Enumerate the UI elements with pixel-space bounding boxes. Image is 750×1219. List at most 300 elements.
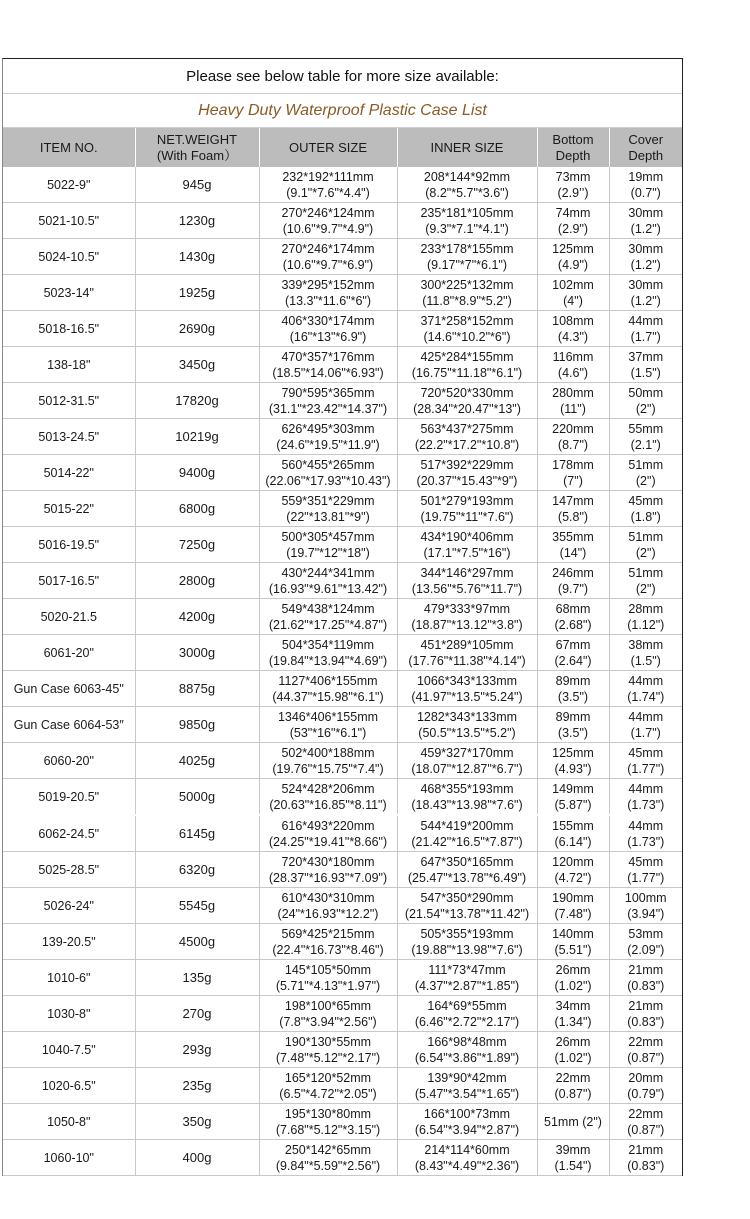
header-item-no-label: ITEM NO. — [39, 139, 98, 155]
cell-outer-size-mm: 626*495*303mm — [281, 421, 375, 436]
cell-bottom-depth — [537, 239, 609, 275]
cell-cover-depth-inch: (2.1") — [630, 437, 661, 452]
cell-bottom-depth-mm: 140mm — [552, 926, 594, 941]
cell-inner-size-inch: (41.97"*13.5"*5.24") — [411, 689, 523, 704]
table-row — [3, 779, 682, 816]
cell-cover-depth — [609, 888, 682, 924]
cell-outer-size — [259, 707, 397, 743]
cell-bottom-depth-inch: (14") — [559, 545, 587, 560]
cell-bottom-depth-inch: (3.5") — [557, 725, 589, 740]
cell-inner-size-inch: (17.76"*11.38"*4.14") — [408, 653, 526, 668]
cell-net-weight: 135g — [135, 960, 259, 996]
table-row — [3, 455, 682, 491]
cell-inner-size-inch: (11.8"*8.9"*5.2") — [422, 293, 512, 308]
cell-cover-depth-mm: 21mm — [628, 962, 664, 977]
table-row — [3, 888, 682, 924]
cell-cover-depth-inch: (1.74") — [627, 689, 665, 704]
cell-outer-size-inch: (22"*13.81"*9") — [286, 509, 370, 524]
header-item-no — [3, 128, 135, 167]
cell-cover-depth-inch: (1.8") — [630, 509, 661, 524]
table-row — [3, 203, 682, 239]
cell-bottom-depth-inch: (3.5") — [557, 689, 589, 704]
cell-bottom-depth-inch: (4.3") — [557, 329, 589, 344]
cell-cover-depth-inch: (2") — [635, 545, 656, 560]
cell-outer-size — [259, 239, 397, 275]
cell-item-no: 138-18" — [3, 347, 135, 383]
cell-net-weight: 400g — [135, 1140, 259, 1176]
cell-bottom-depth — [537, 1068, 609, 1104]
cell-inner-size-mm: 208*144*92mm — [423, 169, 511, 184]
cell-cover-depth-inch: (0.87") — [627, 1050, 665, 1065]
cell-outer-size — [259, 671, 397, 707]
cell-net-weight: 350g — [135, 1104, 259, 1140]
cell-net-weight: 5545g — [135, 888, 259, 924]
cell-inner-size — [397, 239, 537, 275]
cell-bottom-depth — [537, 888, 609, 924]
cell-outer-size-inch: (7.48"*5.12"*2.17") — [275, 1050, 381, 1065]
cell-bottom-depth-inch: (4.6") — [557, 365, 589, 380]
cell-inner-size — [397, 311, 537, 347]
cell-bottom-depth — [537, 599, 609, 635]
cell-bottom-depth-inch: (2.64") — [554, 653, 592, 668]
cell-outer-size-inch: (31.1"*23.42"*14.37") — [268, 401, 388, 416]
cell-cover-depth-inch: (1.5") — [630, 653, 661, 668]
cell-outer-size-mm: 145*105*50mm — [284, 962, 372, 977]
cell-cover-depth-inch: (1.12") — [627, 617, 665, 632]
cell-outer-size — [259, 347, 397, 383]
header-net-weight-line2: (With Foam） — [156, 147, 238, 163]
header-bottom-depth — [537, 128, 609, 167]
table-row — [3, 996, 682, 1032]
cell-inner-size-inch: (50.5"*13.5"*5.2") — [418, 725, 516, 740]
cell-bottom-depth-mm: 51mm (2") — [544, 1114, 602, 1129]
cell-outer-size-inch: (53"*16"*6.1") — [289, 725, 367, 740]
cell-outer-size-mm: 560*455*265mm — [281, 457, 375, 472]
cell-item-no: 5012-31.5" — [3, 383, 135, 419]
cell-cover-depth-mm: 45mm — [628, 745, 664, 760]
cell-item-no: 5019-20.5" — [3, 779, 135, 816]
cell-outer-size-inch: (19.76"*15.75"*7.4") — [272, 761, 384, 776]
cell-bottom-depth-inch: (4.9") — [557, 257, 589, 272]
cell-cover-depth-mm: 100mm — [624, 890, 667, 905]
cell-inner-size — [397, 779, 537, 816]
cell-net-weight: 2690g — [135, 311, 259, 347]
table-row — [3, 1104, 682, 1140]
cell-bottom-depth-mm: 26mm — [555, 962, 591, 977]
cell-cover-depth-inch: (0.87") — [627, 1122, 665, 1137]
cell-cover-depth-inch: (2") — [635, 401, 656, 416]
cell-cover-depth-mm: 21mm — [628, 1142, 664, 1157]
cell-outer-size-inch: (7.68"*5.12"*3.15") — [275, 1122, 381, 1137]
cell-cover-depth — [609, 419, 682, 455]
cell-inner-size — [397, 815, 537, 852]
cell-outer-size-inch: (16"*13"*6.9") — [289, 329, 367, 344]
cell-bottom-depth-mm: 125mm — [552, 745, 594, 760]
cell-inner-size — [397, 275, 537, 311]
cell-cover-depth — [609, 203, 682, 239]
header-row — [3, 128, 682, 167]
cell-outer-size-inch: (24.6"*19.5"*11.9") — [276, 437, 380, 452]
cell-net-weight: 8875g — [135, 671, 259, 707]
header-cover-depth-line1: Cover — [628, 131, 664, 147]
cell-outer-size-mm: 616*493*220mm — [281, 818, 375, 833]
cell-outer-size-inch: (9.1"*7.6"*4.4") — [286, 185, 370, 200]
cell-inner-size-mm: 459*327*170mm — [420, 745, 514, 760]
cell-net-weight: 7250g — [135, 527, 259, 563]
cell-inner-size — [397, 1068, 537, 1104]
cell-net-weight: 945g — [135, 167, 259, 203]
cell-cover-depth-mm: 44mm — [628, 781, 664, 796]
cell-cover-depth-mm: 53mm — [628, 926, 664, 941]
cell-item-no: 5017-16.5" — [3, 563, 135, 599]
cell-bottom-depth-mm: 149mm — [552, 781, 594, 796]
header-outer-size-label: OUTER SIZE — [288, 139, 367, 155]
cell-inner-size-mm: 434*190*406mm — [420, 529, 514, 544]
cell-inner-size-mm: 647*350*165mm — [420, 854, 514, 869]
cell-inner-size — [397, 383, 537, 419]
cell-bottom-depth-inch: (8.7") — [557, 437, 589, 452]
cell-bottom-depth-inch: (4.72") — [554, 870, 592, 885]
header-cover-depth — [609, 128, 682, 167]
cell-net-weight: 235g — [135, 1068, 259, 1104]
cell-inner-size-mm: 517*392*229mm — [420, 457, 514, 472]
cell-cover-depth — [609, 563, 682, 599]
cell-item-no: 5014-22" — [3, 455, 135, 491]
cell-bottom-depth — [537, 1104, 609, 1140]
cell-bottom-depth-inch: (2.9’’) — [557, 185, 589, 200]
cell-item-no: 1020-6.5" — [3, 1068, 135, 1104]
cell-outer-size-inch: (44.37"*15.98"*6.1") — [272, 689, 384, 704]
cell-outer-size — [259, 419, 397, 455]
cell-inner-size-mm: 1066*343*133mm — [416, 673, 518, 688]
cell-cover-depth-inch: (1.77") — [627, 870, 665, 885]
cell-bottom-depth — [537, 707, 609, 743]
cell-inner-size-inch: (20.37"*15.43"*9") — [416, 473, 518, 488]
table-row — [3, 635, 682, 671]
cell-inner-size-inch: (19.75"*11"*7.6") — [420, 509, 514, 524]
cell-cover-depth-inch: (0.83") — [627, 1014, 665, 1029]
cell-outer-size — [259, 924, 397, 960]
cell-outer-size-mm: 559*351*229mm — [281, 493, 375, 508]
cell-inner-size-mm: 468*355*193mm — [420, 781, 514, 796]
table-subtitle: Heavy Duty Waterproof Plastic Case List — [3, 94, 682, 128]
cell-cover-depth-inch: (1.7") — [630, 725, 661, 740]
cell-item-no: 6060-20" — [3, 743, 135, 779]
table-row — [3, 960, 682, 996]
cell-bottom-depth — [537, 743, 609, 779]
cell-inner-size-inch: (8.43"*4.49"*2.36") — [414, 1158, 520, 1173]
cell-outer-size — [259, 563, 397, 599]
table-row — [3, 563, 682, 599]
case-size-table — [3, 128, 682, 1176]
cell-outer-size-inch: (21.62"*17.25"*4.87") — [268, 617, 388, 632]
cell-item-no: 139-20.5" — [3, 924, 135, 960]
cell-outer-size — [259, 1104, 397, 1140]
cell-outer-size-mm: 406*330*174mm — [281, 313, 375, 328]
cell-cover-depth — [609, 275, 682, 311]
cell-outer-size — [259, 960, 397, 996]
cell-outer-size — [259, 311, 397, 347]
cell-outer-size-inch: (9.84"*5.59"*2.56") — [275, 1158, 381, 1173]
cell-bottom-depth-inch: (5.51") — [554, 942, 592, 957]
cell-inner-size-mm: 544*419*200mm — [420, 818, 514, 833]
cell-inner-size — [397, 924, 537, 960]
cell-outer-size-mm: 502*400*188mm — [281, 745, 375, 760]
cell-outer-size-mm: 504*354*119mm — [281, 637, 375, 652]
cell-inner-size — [397, 563, 537, 599]
header-bottom-depth-line2: Depth — [555, 147, 591, 163]
cell-bottom-depth — [537, 491, 609, 527]
cell-bottom-depth-mm: 74mm — [555, 205, 591, 220]
cell-bottom-depth-mm: 178mm — [552, 457, 594, 472]
cell-inner-size-inch: (8.2"*5.7"*3.6") — [425, 185, 509, 200]
cell-inner-size-mm: 547*350*290mm — [420, 890, 514, 905]
cell-outer-size-mm: 430*244*341mm — [281, 565, 375, 580]
cell-bottom-depth — [537, 311, 609, 347]
cell-bottom-depth-inch: (2.9") — [557, 221, 589, 236]
cell-inner-size-inch: (5.47"*3.54"*1.65") — [414, 1086, 520, 1101]
cell-item-no: 5015-22" — [3, 491, 135, 527]
cell-outer-size-inch: (19.7"*12"*18") — [286, 545, 370, 560]
cell-inner-size-mm: 233*178*155mm — [420, 241, 514, 256]
cell-cover-depth-inch: (1.5") — [630, 365, 661, 380]
cell-bottom-depth — [537, 960, 609, 996]
cell-outer-size-mm: 1346*406*155mm — [277, 709, 379, 724]
header-inner-size-label: INNER SIZE — [430, 139, 504, 155]
cell-bottom-depth-mm: 190mm — [552, 890, 594, 905]
cell-net-weight: 3000g — [135, 635, 259, 671]
cell-bottom-depth-inch: (1.02") — [554, 1050, 592, 1065]
cell-bottom-depth-mm: 22mm — [555, 1070, 591, 1085]
cell-bottom-depth — [537, 167, 609, 203]
cell-item-no: 6062-24.5" — [3, 815, 135, 852]
cell-outer-size-inch: (6.5"*4.72"*2.05") — [279, 1086, 377, 1101]
cell-outer-size-inch: (10.6"*9.7"*4.9") — [282, 221, 374, 236]
cell-outer-size-mm: 524*428*206mm — [281, 781, 375, 796]
cell-outer-size-mm: 610*430*310mm — [281, 890, 375, 905]
cell-outer-size-inch: (24"*16.93"*12.2") — [277, 906, 379, 921]
cell-cover-depth — [609, 707, 682, 743]
cell-inner-size-mm: 1282*343*133mm — [416, 709, 518, 724]
cell-item-no: 5024-10.5" — [3, 239, 135, 275]
cell-inner-size — [397, 419, 537, 455]
cell-cover-depth — [609, 635, 682, 671]
cell-inner-size — [397, 960, 537, 996]
cell-bottom-depth-inch: (6.14") — [554, 834, 592, 849]
cell-bottom-depth — [537, 419, 609, 455]
cell-item-no: 5018-16.5" — [3, 311, 135, 347]
cell-net-weight: 9400g — [135, 455, 259, 491]
cell-outer-size-inch: (28.37"*16.93"*7.09") — [268, 870, 388, 885]
cell-cover-depth — [609, 239, 682, 275]
cell-net-weight: 9850g — [135, 707, 259, 743]
cell-bottom-depth-inch: (11") — [560, 401, 586, 416]
cell-cover-depth — [609, 671, 682, 707]
table-row — [3, 852, 682, 888]
header-inner-size — [397, 128, 537, 167]
cell-inner-size — [397, 1140, 537, 1176]
cell-cover-depth-mm: 20mm — [628, 1070, 664, 1085]
table-row — [3, 743, 682, 779]
cell-net-weight: 4200g — [135, 599, 259, 635]
cell-cover-depth — [609, 383, 682, 419]
cell-cover-depth — [609, 455, 682, 491]
cell-outer-size — [259, 527, 397, 563]
cell-net-weight: 1230g — [135, 203, 259, 239]
cell-cover-depth-inch: (1.73") — [627, 834, 665, 849]
table-row — [3, 491, 682, 527]
cell-inner-size-mm: 300*225*132mm — [420, 277, 514, 292]
cell-cover-depth — [609, 960, 682, 996]
cell-item-no: 5016-19.5" — [3, 527, 135, 563]
cell-bottom-depth-mm: 280mm — [552, 385, 594, 400]
cell-outer-size-inch: (18.5"*14.06"*6.93") — [272, 365, 384, 380]
cell-net-weight: 3450g — [135, 347, 259, 383]
cell-bottom-depth-mm: 89mm — [555, 673, 591, 688]
cell-cover-depth-mm: 55mm — [628, 421, 664, 436]
table-row — [3, 599, 682, 635]
cell-cover-depth — [609, 311, 682, 347]
cell-inner-size — [397, 635, 537, 671]
cell-cover-depth — [609, 491, 682, 527]
cell-outer-size-mm: 1127*406*155mm — [278, 673, 378, 688]
cell-outer-size-inch: (5.71"*4.13"*1.97") — [275, 978, 381, 993]
cell-outer-size-inch: (20.63"*16.85"*8.11") — [269, 797, 387, 812]
cell-inner-size-inch: (6.54"*3.86"*1.89") — [414, 1050, 520, 1065]
cell-inner-size-inch: (18.07"*12.87"*6.7") — [411, 761, 523, 776]
cell-outer-size-inch: (24.25"*19.41"*8.66") — [268, 834, 388, 849]
cell-inner-size-inch: (4.37"*2.87"*1.85") — [414, 978, 520, 993]
cell-inner-size-inch: (22.2"*17.2"*10.8") — [414, 437, 520, 452]
cell-inner-size-mm: 139*90*42mm — [427, 1070, 507, 1085]
cell-outer-size — [259, 996, 397, 1032]
cell-cover-depth-inch: (1.73") — [627, 797, 665, 812]
cell-inner-size-inch: (25.47"*13.78"*6.49") — [407, 870, 527, 885]
cell-cover-depth-inch: (3.94") — [627, 906, 665, 921]
cell-cover-depth-inch: (1.2") — [630, 293, 661, 308]
cell-outer-size-inch: (22.4"*16.73"*8.46") — [272, 942, 384, 957]
cell-bottom-depth-inch: (4") — [563, 293, 583, 308]
cell-bottom-depth-mm: 220mm — [552, 421, 594, 436]
cell-net-weight: 270g — [135, 996, 259, 1032]
cell-outer-size-inch: (19.84"*13.94"*4.69") — [268, 653, 388, 668]
cell-outer-size — [259, 635, 397, 671]
cell-inner-size-inch: (28.34"*20.47"*13") — [413, 401, 521, 416]
cell-bottom-depth-inch: (0.87") — [554, 1086, 592, 1101]
cell-outer-size-mm: 190*130*55mm — [284, 1034, 372, 1049]
cell-inner-size-inch: (9.17"*7"*6.1") — [426, 257, 508, 272]
header-bottom-depth-line1: Bottom — [552, 131, 594, 147]
cell-net-weight: 5000g — [135, 779, 259, 816]
cell-bottom-depth-inch: (7.48") — [554, 906, 592, 921]
cell-item-no: 1040-7.5" — [3, 1032, 135, 1068]
cell-cover-depth-inch: (1.7") — [630, 329, 661, 344]
cell-outer-size — [259, 383, 397, 419]
cell-inner-size-mm: 425*284*155mm — [420, 349, 514, 364]
cell-bottom-depth — [537, 527, 609, 563]
cell-cover-depth-mm: 51mm — [628, 565, 664, 580]
cell-outer-size-inch: (10.6"*9.7"*6.9") — [282, 257, 374, 272]
cell-bottom-depth-mm: 116mm — [552, 349, 594, 364]
cell-cover-depth — [609, 527, 682, 563]
cell-bottom-depth-mm: 89mm — [555, 709, 591, 724]
cell-bottom-depth-inch: (5.8") — [557, 509, 589, 524]
cell-cover-depth — [609, 1032, 682, 1068]
cell-inner-size — [397, 852, 537, 888]
cell-bottom-depth — [537, 203, 609, 239]
cell-inner-size-mm: 235*181*105mm — [420, 205, 514, 220]
cell-cover-depth-mm: 30mm — [628, 277, 664, 292]
cell-bottom-depth-inch: (2.68") — [554, 617, 592, 632]
cell-outer-size-mm: 250*142*65mm — [284, 1142, 372, 1157]
cell-outer-size-mm: 165*120*52mm — [284, 1070, 372, 1085]
cell-inner-size-inch: (21.54"*13.78"*11.42") — [404, 906, 530, 921]
cell-bottom-depth-inch: (1.02") — [554, 978, 592, 993]
cell-item-no: 5021-10.5" — [3, 203, 135, 239]
cell-cover-depth-inch: (2") — [635, 473, 656, 488]
table-caption: Please see below table for more size available: — [3, 59, 682, 94]
cell-inner-size — [397, 743, 537, 779]
cell-cover-depth — [609, 924, 682, 960]
cell-inner-size-mm: 451*289*105mm — [420, 637, 514, 652]
cell-bottom-depth-inch: (5.87") — [554, 797, 592, 812]
cell-inner-size-inch: (18.43"*13.98"*7.6") — [411, 797, 523, 812]
cell-bottom-depth — [537, 347, 609, 383]
cell-net-weight: 1430g — [135, 239, 259, 275]
table-row — [3, 419, 682, 455]
cell-bottom-depth — [537, 275, 609, 311]
cell-bottom-depth — [537, 635, 609, 671]
table-row — [3, 815, 682, 852]
cell-bottom-depth — [537, 563, 609, 599]
cell-inner-size — [397, 888, 537, 924]
cell-item-no: 1060-10" — [3, 1140, 135, 1176]
table-body — [3, 167, 682, 1176]
cell-outer-size — [259, 1068, 397, 1104]
cell-bottom-depth — [537, 455, 609, 491]
cell-outer-size-mm: 720*430*180mm — [281, 854, 375, 869]
cell-bottom-depth-mm: 73mm — [555, 169, 591, 184]
cell-cover-depth-mm: 44mm — [628, 673, 664, 688]
cell-net-weight: 17820g — [135, 383, 259, 419]
cell-bottom-depth-mm: 147mm — [552, 493, 594, 508]
cell-cover-depth-mm: 22mm — [628, 1106, 664, 1121]
cell-net-weight: 4500g — [135, 924, 259, 960]
cell-outer-size-mm: 470*357*176mm — [281, 349, 375, 364]
cell-cover-depth — [609, 852, 682, 888]
cell-cover-depth-inch: (0.7") — [630, 185, 661, 200]
cell-cover-depth — [609, 599, 682, 635]
cell-outer-size — [259, 491, 397, 527]
table-row — [3, 1032, 682, 1068]
cell-cover-depth-mm: 28mm — [628, 601, 664, 616]
cell-cover-depth-mm: 30mm — [628, 241, 664, 256]
cell-item-no: 5025-28.5" — [3, 852, 135, 888]
table-row — [3, 1140, 682, 1176]
cell-net-weight: 293g — [135, 1032, 259, 1068]
cell-cover-depth — [609, 779, 682, 816]
cell-cover-depth-mm: 21mm — [628, 998, 664, 1013]
cell-bottom-depth-mm: 102mm — [552, 277, 594, 292]
cell-inner-size-inch: (13.56"*5.76"*11.7") — [411, 581, 523, 596]
cell-outer-size — [259, 852, 397, 888]
cell-bottom-depth — [537, 383, 609, 419]
cell-cover-depth-mm: 44mm — [628, 818, 664, 833]
cell-outer-size — [259, 167, 397, 203]
cell-inner-size-inch: (19.88"*13.98"*7.6") — [411, 942, 523, 957]
cell-bottom-depth — [537, 779, 609, 816]
cell-cover-depth — [609, 167, 682, 203]
